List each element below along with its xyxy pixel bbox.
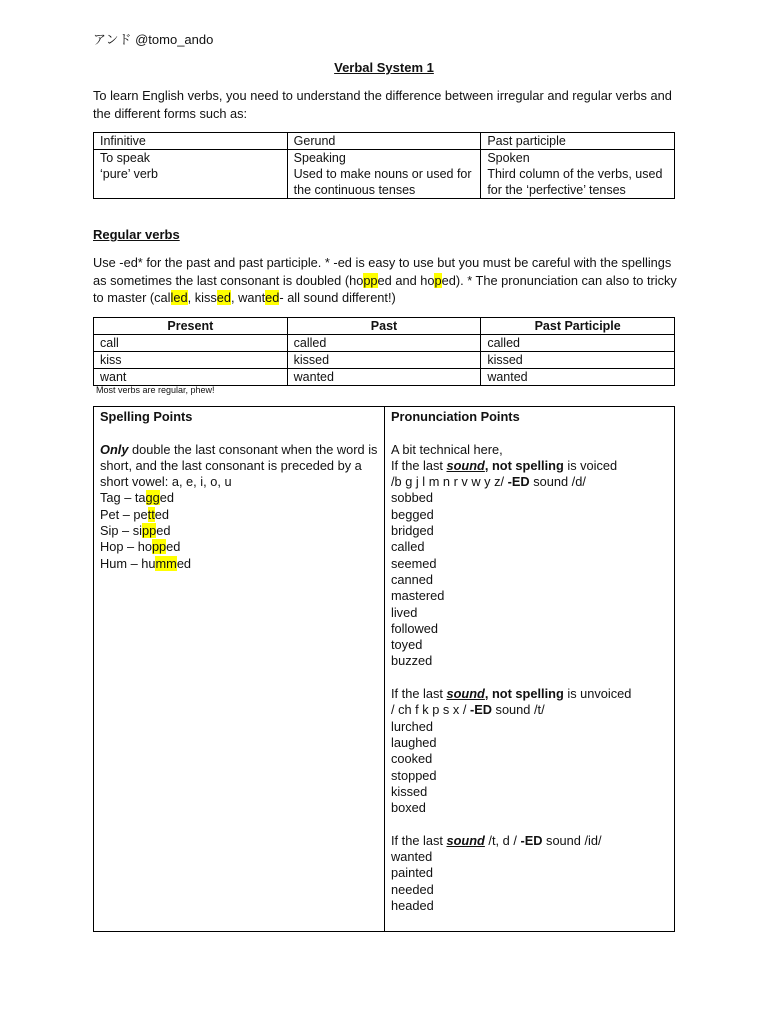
- ed-label: -ED: [469, 702, 492, 718]
- voiced-word: canned: [391, 571, 433, 587]
- not-spelling-emphasis: , not spelling: [484, 457, 564, 473]
- sound-emphasis: sound: [446, 457, 485, 473]
- table-row: [94, 150, 675, 199]
- regular-verbs-paragraph: [93, 254, 683, 307]
- voiced-word: called: [391, 539, 425, 555]
- text-run: If the last: [391, 832, 447, 848]
- infinitive-cell: [94, 150, 288, 199]
- spacer: [391, 816, 671, 832]
- regular-verbs-table: [93, 317, 675, 386]
- unvoiced-word: lurched: [391, 718, 433, 734]
- regular-verbs-heading: Regular verbs: [93, 227, 180, 242]
- highlighted-text: mm: [155, 555, 177, 571]
- voiced-word: seemed: [391, 555, 437, 571]
- table-header-row: [94, 133, 675, 150]
- table-cell: called: [287, 335, 481, 352]
- header-gerund: Gerund: [287, 133, 481, 150]
- voiced-word: bridged: [391, 523, 434, 539]
- voiced-word: followed: [391, 620, 438, 636]
- column-divider: [384, 407, 385, 931]
- spelling-heading: Spelling Points: [100, 409, 193, 424]
- sound-emphasis: sound: [446, 832, 485, 848]
- voiced-word: toyed: [391, 637, 423, 653]
- rule-text: double the last consonant when the word is short, and the last consonant is preceded by a short vowel: a, e, i, o, u: [100, 441, 378, 490]
- td-word-list: [391, 849, 671, 914]
- voiced-word: lived: [391, 604, 418, 620]
- cell-line: Spoken: [487, 151, 530, 165]
- text-run: ed: [156, 523, 171, 539]
- pronunciation-points-column: [391, 409, 671, 914]
- table-cell: kiss: [94, 352, 288, 369]
- table-row: [94, 352, 675, 369]
- spacer: [100, 425, 378, 441]
- unvoiced-word: kissed: [391, 783, 428, 799]
- header-past: Past: [287, 318, 481, 335]
- text-run: Hum – hu: [100, 555, 156, 571]
- text-run: If the last: [391, 686, 447, 702]
- not-spelling-emphasis: , not spelling: [484, 686, 564, 702]
- text-run: ed: [166, 539, 181, 555]
- text-run: If the last: [391, 457, 447, 473]
- cell-line: To speak: [100, 151, 151, 165]
- cell-line: Third column of the verbs, used for the ‘perfective’ tenses: [487, 167, 663, 197]
- cell-line: Used to make nouns or used for the continuous tenses: [293, 167, 472, 197]
- voiced-word: buzzed: [391, 653, 433, 669]
- list-item: [100, 507, 378, 523]
- cell-line: Speaking: [293, 151, 346, 165]
- pronunciation-intro: A bit technical here,: [391, 441, 503, 457]
- author-handle: アンド @tomo_ando: [93, 32, 214, 47]
- highlighted-text: tt: [147, 506, 155, 522]
- unvoiced-word: stopped: [391, 767, 437, 783]
- table-cell: kissed: [481, 352, 675, 369]
- highlighted-text: ed: [265, 290, 280, 305]
- ed-label: -ED: [507, 474, 530, 490]
- text-run: is unvoiced: [563, 686, 632, 702]
- regular-verbs-note: Most verbs are regular, phew!: [96, 385, 215, 395]
- text-run: /b g j l m n r v w y z/: [391, 474, 508, 490]
- header-infinitive: Infinitive: [94, 133, 288, 150]
- voiced-word: begged: [391, 506, 434, 522]
- unvoiced-sounds: [391, 702, 671, 718]
- highlighted-text: pp: [151, 539, 167, 555]
- unvoiced-word: boxed: [391, 800, 426, 816]
- sound-emphasis: sound: [446, 686, 485, 702]
- text-run: sound /t/: [491, 702, 545, 718]
- table-cell: called: [481, 335, 675, 352]
- table-row: [94, 335, 675, 352]
- verb-forms-table: [93, 132, 675, 199]
- unvoiced-word: laughed: [391, 734, 437, 750]
- list-item: [100, 556, 378, 572]
- text-run: , want: [230, 290, 266, 305]
- text-run: ed: [176, 555, 192, 571]
- td-word: painted: [391, 865, 433, 881]
- voiced-word: mastered: [391, 588, 445, 604]
- unvoiced-word-list: [391, 719, 671, 817]
- list-item: [100, 523, 378, 539]
- past-participle-cell: [481, 150, 675, 199]
- text-run: Hop – ho: [100, 539, 152, 555]
- points-box: [93, 406, 675, 932]
- header-past-participle: Past Participle: [481, 318, 675, 335]
- table-row: [94, 369, 675, 386]
- voiced-word: sobbed: [391, 490, 433, 506]
- text-run: /t, d /: [484, 832, 521, 848]
- td-word: headed: [391, 897, 434, 913]
- ed-label: -ED: [520, 832, 543, 848]
- unvoiced-rule: [391, 686, 671, 702]
- highlighted-text: ed: [216, 290, 231, 305]
- text-run: sound /d/: [529, 474, 586, 490]
- gerund-cell: [287, 150, 481, 199]
- spelling-rule: [100, 442, 378, 491]
- spacer: [391, 425, 671, 441]
- td-word: wanted: [391, 849, 433, 865]
- text-run: ed and ho: [377, 272, 435, 288]
- table-cell: kissed: [287, 352, 481, 369]
- table-header-row: [94, 318, 675, 335]
- list-item: [100, 490, 378, 506]
- highlighted-text: gg: [145, 490, 160, 506]
- voiced-word-list: [391, 490, 671, 669]
- text-run: / ch f k p s x /: [391, 702, 470, 718]
- voiced-rule: [391, 458, 671, 474]
- text-run: Tag – ta: [100, 490, 146, 506]
- spelling-points-column: [100, 409, 378, 572]
- highlighted-text: pp: [363, 272, 378, 288]
- highlighted-text: led: [170, 290, 188, 305]
- table-cell: call: [94, 335, 288, 352]
- rule-emphasis: Only: [100, 441, 129, 457]
- highlighted-text: p: [434, 272, 442, 288]
- unvoiced-word: cooked: [391, 751, 433, 767]
- header-present: Present: [94, 318, 288, 335]
- text-run: Pet – pe: [100, 506, 148, 522]
- table-cell: want: [94, 369, 288, 386]
- text-run: ed: [154, 506, 170, 522]
- text-run: is voiced: [563, 457, 618, 473]
- text-run: Sip – si: [100, 523, 142, 539]
- text-run: sound /id/: [542, 832, 602, 848]
- pronunciation-heading: Pronunciation Points: [391, 409, 520, 424]
- highlighted-text: pp: [141, 523, 157, 539]
- text-run: Use -ed* for the past and past participle. * -ed is easy to use but you must be careful with the spellings as sometimes the last consonant is doubled (ho: [93, 255, 672, 288]
- voiced-sounds: [391, 474, 671, 490]
- td-word: needed: [391, 881, 434, 897]
- text-run: , kiss: [187, 290, 217, 305]
- td-rule: [391, 833, 671, 849]
- cell-line: ‘pure’ verb: [100, 167, 158, 181]
- header-past-participle: Past participle: [481, 133, 675, 150]
- list-item: [100, 539, 378, 555]
- intro-paragraph: To learn English verbs, you need to understand the difference between irregular and regular verbs and the different forms such as:: [93, 88, 672, 121]
- text-run: ed: [159, 490, 175, 506]
- text-run: ed). * The pronunciation can also to tricky to master (cal: [93, 272, 677, 305]
- text-run: - all sound different!): [279, 290, 396, 305]
- spacer: [391, 670, 671, 686]
- page-title: Verbal System 1: [334, 60, 434, 75]
- table-cell: wanted: [287, 369, 481, 386]
- table-cell: wanted: [481, 369, 675, 386]
